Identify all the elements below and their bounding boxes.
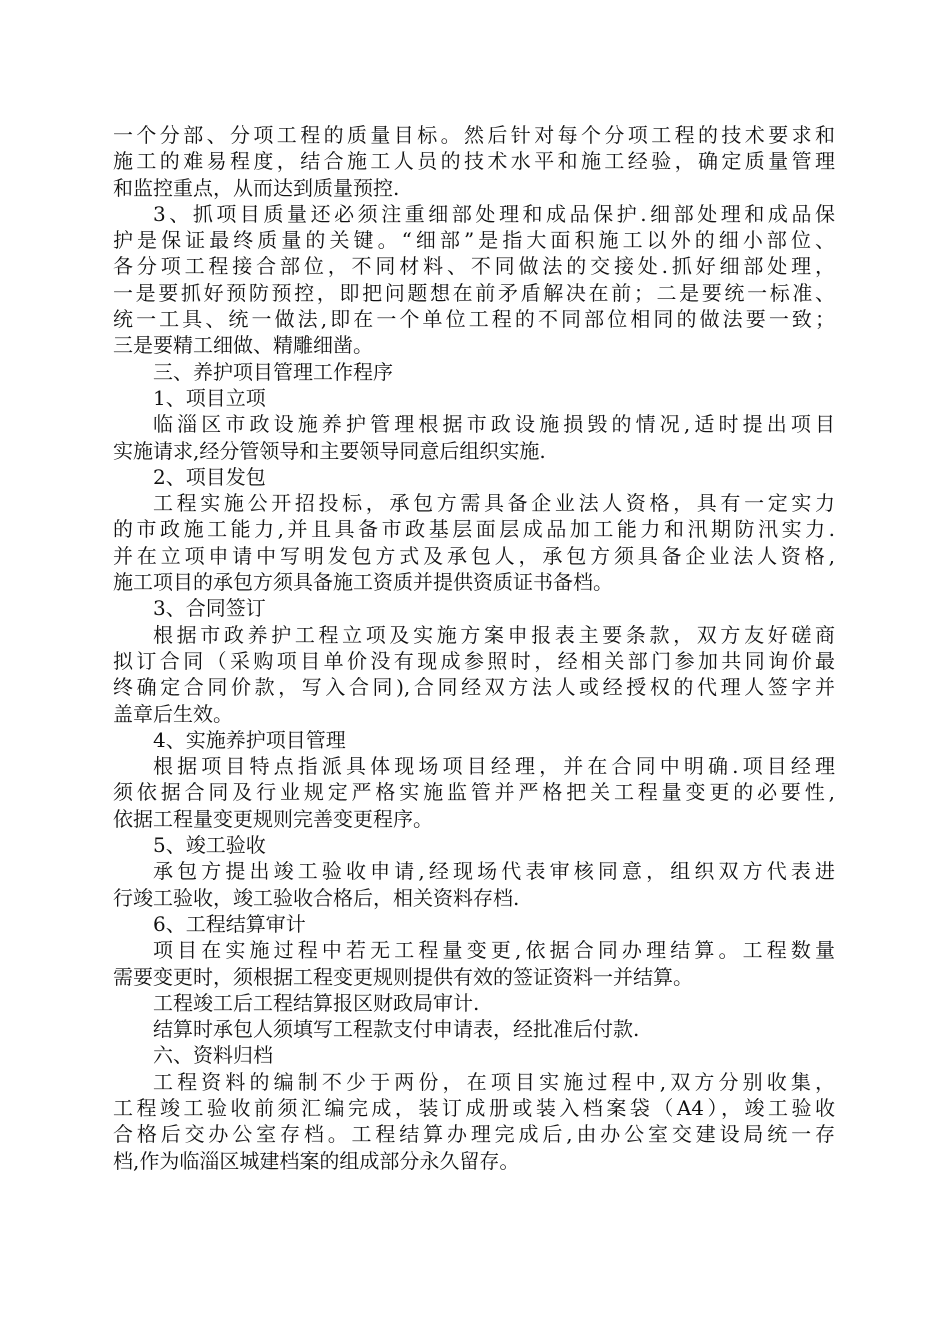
text-line: 工程竣工验收前须汇编完成，装订成册或装入档案袋（A4），竣工验收 (113, 1095, 835, 1120)
text-line: 根据项目特点指派具体现场项目经理，并在合同中明确.项目经理 (153, 754, 835, 779)
text-line: 三、养护项目管理工作程序 (153, 359, 393, 384)
paragraph (113, 622, 835, 727)
paragraph (113, 911, 835, 937)
text-line: 各分项工程接合部位，不同材料、不同做法的交接处.抓好细部处理， (113, 254, 835, 279)
text-line: 施工项目的承包方须具备施工资质并提供资质证书备档。 (113, 570, 613, 595)
paragraph (113, 595, 835, 621)
paragraph (113, 359, 835, 385)
text-line: 项目在实施过程中若无工程量变更,依据合同办理结算。工程数量 (153, 938, 835, 963)
text-line: 6、工程结算审计 (153, 911, 306, 936)
paragraph (113, 858, 835, 911)
text-line: 工程资料的编制不少于两份，在项目实施过程中,双方分别收集， (153, 1069, 835, 1094)
text-line: 1、项目立项 (153, 385, 266, 410)
text-line: 承包方提出竣工验收申请,经现场代表审核同意，组织双方代表进 (153, 859, 835, 884)
text-line: 实施请求,经分管领导和主要领导同意后组织实施. (113, 438, 546, 463)
paragraph (113, 411, 835, 464)
text-line: 并在立项申请中写明发包方式及承包人，承包方须具备企业法人资格, (113, 543, 835, 568)
paragraph (113, 201, 835, 359)
text-line: 结算时承包人须填写工程款支付申请表，经批准后付款. (153, 1017, 640, 1042)
text-line: 工程实施公开招投标，承包方需具备企业法人资格，具有一定实力 (153, 491, 835, 516)
text-line: 和监控重点，从而达到质量预控. (113, 175, 400, 200)
paragraph (113, 122, 835, 201)
text-line: 档,作为临淄区城建档案的组成部分永久留存。 (113, 1148, 520, 1173)
paragraph (113, 1016, 835, 1042)
text-line: 需要变更时，须根据工程变更规则提供有效的签证资料一并结算。 (113, 964, 693, 989)
text-line: 3、合同签订 (153, 596, 266, 621)
paragraph (113, 990, 835, 1016)
text-line: 须依据合同及行业规定严格实施监管并严格把关工程量变更的必要性, (113, 780, 835, 805)
text-line: 拟订合同（采购项目单价没有现成参照时，经相关部门参加共同询价最 (113, 648, 835, 673)
paragraph (113, 385, 835, 411)
text-line: 施工的难易程度，结合施工人员的技术水平和施工经验，确定质量管理 (113, 149, 835, 174)
text-line: 合格后交办公室存档。工程结算办理完成后,由办公室交建设局统一存 (113, 1122, 835, 1147)
document-page (113, 122, 835, 1174)
paragraph (113, 490, 835, 595)
paragraph (113, 1042, 835, 1068)
text-line: 的市政施工能力,并且具备市政基层面层成品加工能力和汛期防汛实力. (113, 517, 835, 542)
text-line: 盖章后生效。 (113, 701, 233, 726)
text-line: 统一工具、统一做法,即在一个单位工程的不同部位相同的做法要一致； (113, 307, 835, 332)
paragraph (113, 832, 835, 858)
text-line: 4、实施养护项目管理 (153, 727, 346, 752)
text-line: 终确定合同价款，写入合同),合同经双方法人或经授权的代理人签字并 (113, 675, 835, 700)
text-line: 三是要精工细做、精雕细凿。 (113, 333, 373, 358)
text-line: 5、竣工验收 (153, 833, 266, 858)
text-line: 六、资料归档 (153, 1043, 273, 1068)
text-line: 2、项目发包 (153, 464, 266, 489)
text-line: 一个分部、分项工程的质量目标。然后针对每个分项工程的技术要求和 (113, 123, 835, 147)
text-line: 行竣工验收，竣工验收合格后，相关资料存档. (113, 885, 520, 910)
text-line: 3、抓项目质量还必须注重细部处理和成品保护.细部处理和成品保 (153, 201, 835, 226)
paragraph (113, 937, 835, 990)
paragraph (113, 464, 835, 490)
text-line: 根据市政养护工程立项及实施方案申报表主要条款，双方友好磋商 (153, 622, 835, 647)
paragraph (113, 1069, 835, 1174)
paragraph (113, 727, 835, 753)
text-line: 护是保证最终质量的关键。“细部”是指大面积施工以外的细小部位、 (113, 228, 835, 253)
text-line: 临淄区市政设施养护管理根据市政设施损毁的情况,适时提出项目 (153, 412, 835, 437)
text-line: 一是要抓好预防预控，即把问题想在前矛盾解决在前；二是要统一标准、 (113, 280, 835, 305)
paragraph (113, 753, 835, 832)
text-line: 依据工程量变更规则完善变更程序。 (113, 806, 433, 831)
text-line: 工程竣工后工程结算报区财政局审计. (153, 990, 480, 1015)
